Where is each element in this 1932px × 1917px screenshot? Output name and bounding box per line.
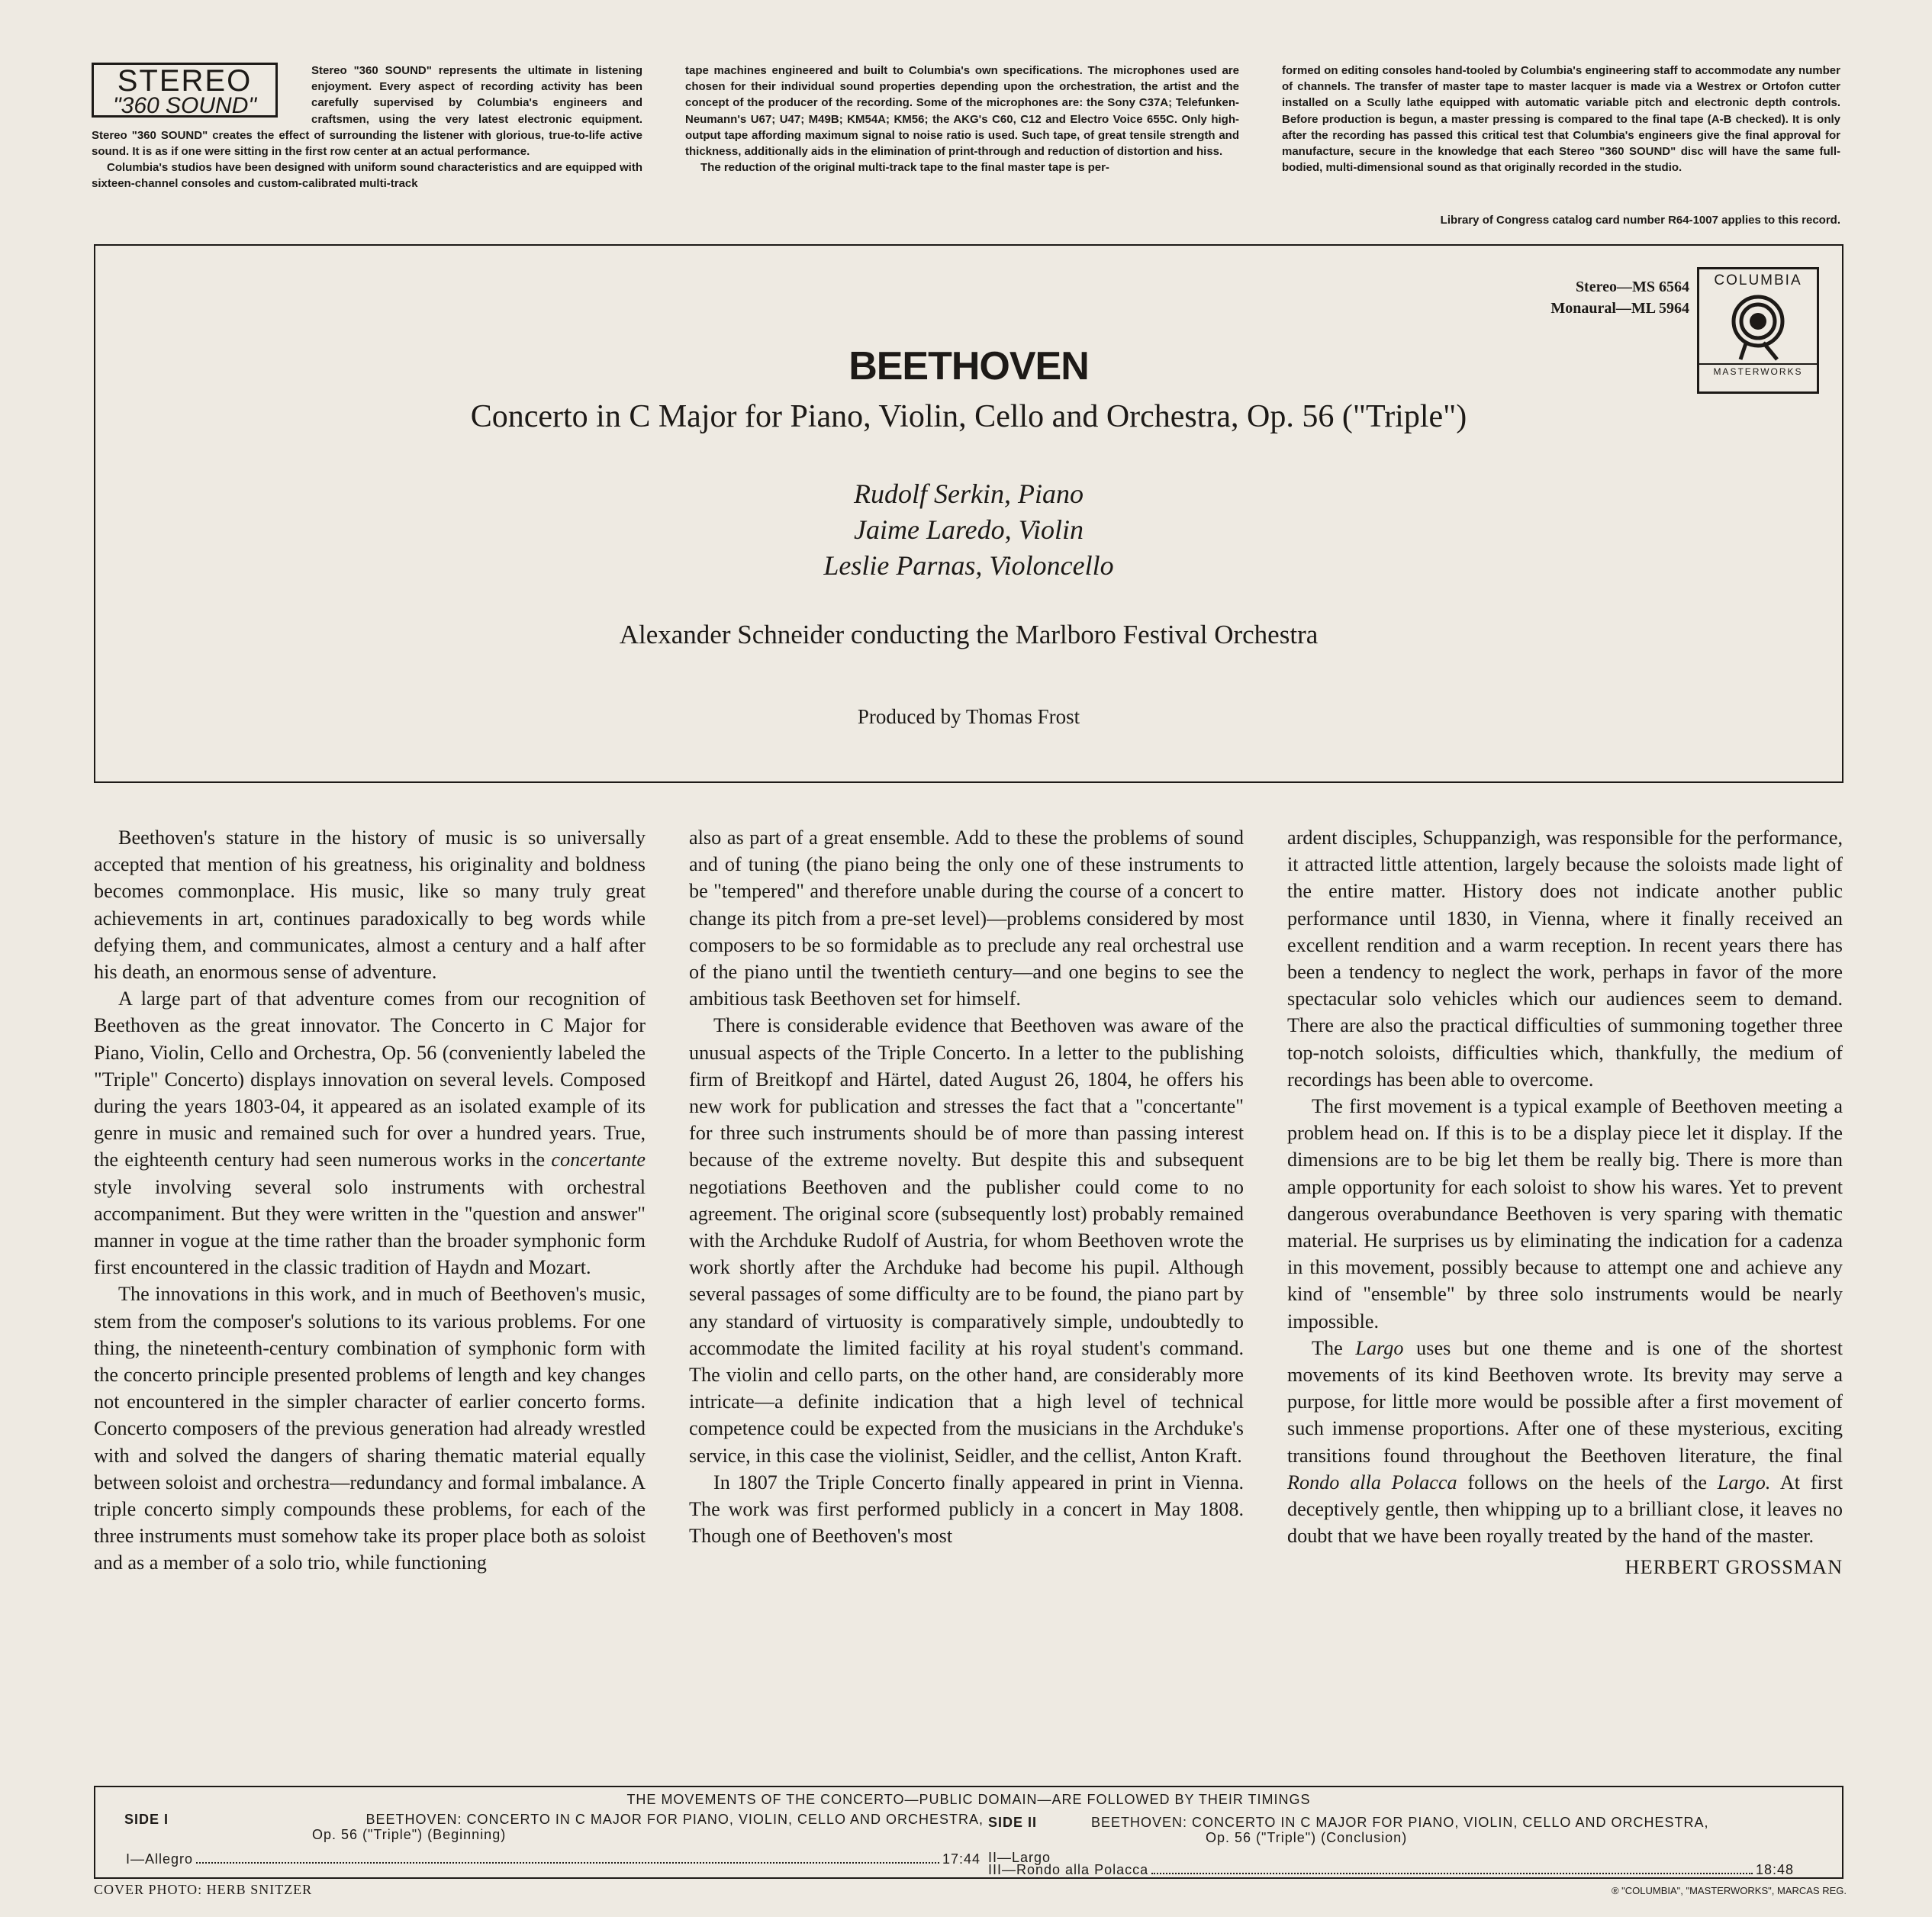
liner-notes-column-2 — [689, 824, 1244, 1549]
side-1-title: BEETHOVEN: CONCERTO IN C MAJOR FOR PIANO, VIOLIN, CELLO AND ORCHESTRA, Op. 56 ("Triple") (Beginning) — [312, 1812, 984, 1842]
tech-note-paragraph: Stereo "360 SOUND" represents the ultimate in listening enjoyment. Every aspect of recording activity has been carefully supervised by Columbia's engineers and craftsmen, using the very latest electronic equipment. Stereo "360 SOUND" creates the effect of surrounding the listener with glorious, true-to-life active sound. It is as if one were sitting in the first row center at an actual performance. — [92, 64, 642, 159]
side-2-track-2: III—Rondo alla Polacca 18:48 — [988, 1862, 1794, 1877]
liner-paragraph: The innovations in this work, and in much of Beethoven's music, stem from the composer's solutions to its various problems. For one thing, the nineteenth-century combination of symphonic form with the concerto principle presented problems of length and key changes not encountered in the simpler character of earlier concerto forms. Concerto composers of the previous generation had already wrestled with and solved the dangers of sharing thematic material equally between soloist and orchestra—redundancy and formal imbalance. A triple concerto simply compounds these problems, for each of the three instruments must somehow take its proper place both as soloist and as a member of a solo trio, while functioning — [94, 1283, 646, 1574]
author-signature: HERBERT GROSSMAN — [1624, 1556, 1843, 1579]
liner-paragraph: A large part of that adventure comes from our recognition of Beethoven as the great innovator. The Concerto in C Major for Piano, Violin, Cello and Orchestra, Op. 56 (conveniently labeled the "Triple" Concerto) displays innovation on several levels. Composed during the years 1803-04, it appeared as an isolated example of its genre in music and remained such for over a hundred years. True, the eighteenth century had seen numerous works in the concertante style involving several solo instruments with orchestral accompaniment. But they were written in the "question and answer" manner in vogue at the time rather than the broader symphonic form first encountered in the classic tradition of Haydn and Mozart. — [94, 987, 646, 1279]
soloist-cello: Leslie Parnas, Violoncello — [823, 550, 1114, 581]
side-1-track: I—Allegro 17:44 — [126, 1851, 980, 1867]
soloist-piano: Rudolf Serkin, Piano — [854, 478, 1084, 509]
side-1-label: SIDE I — [124, 1812, 169, 1827]
tech-notes-column-2 — [685, 63, 1239, 176]
columbia-brand-text: COLUMBIA — [1714, 272, 1802, 288]
liner-paragraph: The first movement is a typical example of Beethoven meeting a problem head on. If this is to be a display piece let it display. If the dimensions are to be big let them be really big. There is more than ample opportunity for each soloist to show his wares. Yet to prevent dangerous overabundance Beethoven is very sparing with thematic material. He surprises us by eliminating the indication for a cadenza in this movement, possibly because to attempt one and achieve any kind of "ensemble" by three solo instruments would be nearly impossible. — [1287, 1095, 1843, 1332]
stereo-logo-line1: STEREO — [117, 64, 253, 98]
liner-paragraph: In 1807 the Triple Concerto finally appeared in print in Vienna. The work was first performed publicly in a concert in May 1808. Though one of Beethoven's most — [689, 1471, 1244, 1548]
soloists — [95, 476, 1842, 584]
soloist-violin: Jaime Laredo, Violin — [854, 514, 1084, 545]
catalog-numbers — [1550, 276, 1689, 319]
tech-note-paragraph: The reduction of the original multi-track tape to the final master tape is per- — [700, 161, 1109, 175]
tech-note-paragraph: Columbia's studios have been designed with uniform sound characteristics and are equipped with sixteen-channel consoles and custom-calibrated multi-track — [92, 161, 642, 191]
liner-paragraph: Beethoven's stature in the history of music is so universally accepted that mention of his greatness, his originality and boldness becomes commonplace. His music, like so many truly great achievements in art, continues paradoxically to beg words while defying them, and communicates, almost a century and a half after his death, an enormous sense of adventure. — [94, 826, 646, 984]
side-2-label: SIDE II — [988, 1815, 1038, 1830]
conductor-credit: Alexander Schneider conducting the Marlboro Festival Orchestra — [619, 620, 1319, 649]
tech-note-paragraph: formed on editing consoles hand-tooled by Columbia's engineering staff to accommodate any number of channels. The transfer of master tape to master lacquer is made via a Westrex or Ortofon cutter installed on a Scully lathe equipped with automatic variable pitch and electronic depth controls. Before production is begun, a master pressing is compared to the final tape (A-B checked). It is only after the recording has passed this critical test that Columbia's engineers give the final approval for manufacture, secure in the knowledge that each Stereo "360 SOUND" disc will have the same full-bodied, multi-dimensional sound as that originally recorded in the studio. — [1282, 64, 1840, 175]
cover-photo-credit: COVER PHOTO: HERB SNITZER — [94, 1882, 313, 1897]
trademark-notice: ® "COLUMBIA", "MASTERWORKS", MARCAS REG. — [1611, 1885, 1847, 1896]
tech-notes-column-3 — [1282, 63, 1840, 176]
library-of-congress-note: Library of Congress catalog card number R64-1007 applies to this record. — [1440, 214, 1840, 227]
composer-title: BEETHOVEN — [848, 344, 1089, 388]
stereo-logo-line2: "360 SOUND" — [112, 93, 257, 118]
liner-paragraph: The Largo uses but one theme and is one of the shortest movements of its kind Beethoven wrote. Its brevity may serve a purpose, for little more would be possible after a first movement of such immense proportions. After one of these mysterious, exciting transitions found throughout the Beethoven literature, the final Rondo alla Polacca follows on the heels of the Largo. At first deceptively gentle, then whipping up to a brilliant close, it leaves no doubt that we have been royally treated by the hand of the master. — [1287, 1336, 1843, 1548]
liner-paragraph: also as part of a great ensemble. Add to these the problems of sound and of tuning (the piano being the only one of these instruments to be "tempered" and therefore unable during the course of a concert to change its pitch from a pre-set level)—problems considered by most composers to be so formidable as to preclude any real orchestral use of the piano until the twentieth century—and one begins to see the ambitious task Beethoven set for himself. — [689, 826, 1244, 1010]
tech-note-paragraph: tape machines engineered and built to Columbia's own specifications. The microphones used are chosen for their individual sound properties depending upon the orchestration, the artist and the concept of the producer of the recording. Some of the microphones are: the Sony C37A; Telefunken-Neumann's U67; U47; M49B; KM54A; KM56; the AKG's C60, C12 and Electro Voice 655C. Only high-output tape affording maximum signal to noise ratio is used. Such tape, of great tensile strength and thickness, additionally aids in the elimination of print-through and reduction of distortion and hiss. — [685, 64, 1239, 159]
masterworks-text: MASTERWORKS — [1699, 363, 1817, 377]
timings-box — [94, 1786, 1843, 1879]
liner-paragraph: ardent disciples, Schuppanzigh, was responsible for the performance, it attracted little attention, largely because the soloists made light of the entire matter. History does not indicate another public performance until 1830, in Vienna, where it finally received an excellent rendition and a warm reception. In recent years there has been a tendency to neglect the work, perhaps in favor of the more spectacular solo vehicles which our audiences seem to demand. There are also the practical difficulties of summoning together three top-notch soloists, difficulties which, thankfully, the medium of recordings has been able to overcome. — [1287, 826, 1843, 1091]
stereo-catalog-number: Stereo—MS 6564 — [1575, 279, 1689, 295]
work-title: Concerto in C Major for Piano, Violin, Cello and Orchestra, Op. 56 ("Triple") — [470, 399, 1467, 434]
liner-notes-column-1 — [94, 824, 646, 1577]
producer-credit: Produced by Thomas Frost — [857, 705, 1080, 728]
liner-notes-column-3 — [1287, 824, 1843, 1581]
tech-notes-column-1 — [92, 63, 642, 192]
liner-paragraph: There is considerable evidence that Beethoven was aware of the unusual aspects of the Triple Concerto. In a letter to the publishing firm of Breitkopf and Härtel, dated August 26, 1804, he offers his new work for publication and stresses the fact that a "concertante" for three such instruments should be of more than passing interest because of the extreme novelty. But despite this and subsequent negotiations Beethoven and the publisher could come to no agreement. The original score (subsequently lost) probably remained with the Archduke Rudolf of Austria, for whom Beethoven wrote the work shortly after the Archduke had become his pupil. Although several passages of some difficulty are to be found, the piano part by any standard of virtuosity is comparatively simple, undoubtedly to accommodate the limited facility at his royal student's command. The violin and cello parts, on the other hand, are considerably more intricate—a definite indication that a high level of technical competence could be expected from the musicians in the Archduke's service, in this case the violinist, Seidler, and the cellist, Anton Kraft. — [689, 1014, 1244, 1467]
timings-header: THE MOVEMENTS OF THE CONCERTO—PUBLIC DOMAIN—ARE FOLLOWED BY THEIR TIMINGS — [626, 1792, 1311, 1807]
side-2-track-1: II—Largo — [988, 1850, 1051, 1865]
mono-catalog-number: Monaural—ML 5964 — [1550, 300, 1689, 317]
side-2-title: BEETHOVEN: CONCERTO IN C MAJOR FOR PIANO, VIOLIN, CELLO AND ORCHESTRA, Op. 56 ("Triple") (Conclusion) — [1091, 1815, 1709, 1845]
title-box — [94, 244, 1843, 783]
